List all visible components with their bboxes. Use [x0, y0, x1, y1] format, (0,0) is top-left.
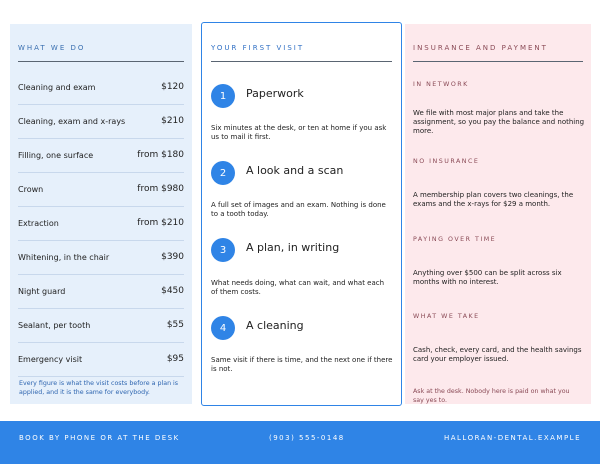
what-we-do-heading: WHAT WE DO	[18, 44, 86, 52]
section-label: WHAT WE TAKE	[413, 313, 480, 320]
service-name: Cleaning, exam and x-rays	[18, 116, 126, 126]
service-price: $210	[161, 116, 184, 126]
step-title: A cleaning	[246, 319, 304, 332]
step-description: A full set of images and an exam. Nothing is done to a tooth today.	[211, 201, 386, 218]
service-name: Extraction	[18, 218, 59, 228]
service-name: Night guard	[18, 286, 66, 296]
service-name: Filling, one surface	[18, 150, 94, 160]
step-number: 3	[211, 238, 235, 262]
price-row	[18, 342, 184, 377]
website-link[interactable]: HALLORAN-DENTAL.EXAMPLE	[443, 434, 581, 442]
divider	[413, 61, 583, 62]
service-name: Sealant, per tooth	[18, 320, 91, 330]
price-row	[18, 240, 184, 275]
price-row	[18, 206, 184, 241]
service-name: Crown	[18, 184, 44, 194]
step-description: Same visit if there is time, and the next one if there is not.	[211, 356, 393, 373]
price-row	[18, 308, 184, 343]
step-title: A look and a scan	[246, 164, 344, 177]
service-name: Cleaning and exam	[18, 82, 96, 92]
first-visit-column	[201, 22, 402, 406]
step-title: Paperwork	[246, 87, 304, 100]
step-number: 4	[211, 316, 235, 340]
step-number: 1	[211, 84, 235, 108]
first-visit-heading: YOUR FIRST VISIT	[211, 44, 305, 52]
service-name: Whitening, in the chair	[18, 252, 110, 262]
service-name: Emergency visit	[18, 354, 83, 364]
step-description: Six minutes at the desk, or ten at home if you ask us to mail it first.	[211, 124, 387, 141]
pricing-note: Every figure is what the visit costs before a plan is applied, and it is the same for everybody.	[19, 380, 179, 396]
phone-number[interactable]: (903) 555-0148	[269, 434, 345, 442]
divider	[211, 61, 392, 62]
service-price: $390	[161, 252, 184, 262]
service-price: $95	[166, 354, 184, 364]
section-text: A membership plan covers two cleanings, the exams and the x-rays for $29 a month.	[413, 191, 574, 208]
section-label: NO INSURANCE	[413, 158, 480, 165]
section-text: Anything over $500 can be split across six months with no interest.	[413, 269, 562, 286]
service-price: $450	[161, 286, 184, 296]
what-we-do-column	[10, 24, 192, 404]
service-price: $120	[161, 82, 184, 92]
price-row	[18, 138, 184, 173]
step-description: What needs doing, what can wait, and what each of them costs.	[211, 279, 385, 296]
price-row	[18, 172, 184, 207]
service-price: $55	[166, 320, 184, 330]
footer-bar	[0, 421, 600, 464]
service-price: from $180	[137, 150, 184, 160]
section-label: IN NETWORK	[413, 81, 469, 88]
insurance-column	[405, 24, 591, 404]
section-text: We file with most major plans and take the assignment, so you pay the balance and nothing more.	[413, 109, 585, 135]
price-row	[18, 70, 184, 105]
insurance-heading: INSURANCE AND PAYMENT	[413, 44, 548, 52]
price-row	[18, 104, 184, 139]
step-number: 2	[211, 161, 235, 185]
section-label: PAYING OVER TIME	[413, 236, 497, 243]
service-price: from $210	[137, 218, 184, 228]
price-row	[18, 274, 184, 309]
section-text: Cash, check, every card, and the health savings card your employer issued.	[413, 346, 582, 363]
step-title: A plan, in writing	[246, 241, 340, 254]
service-price: from $980	[137, 184, 184, 194]
booking-text: BOOK BY PHONE OR AT THE DESK	[19, 434, 180, 442]
divider	[18, 61, 184, 62]
sales-note: Ask at the desk. Nobody here is paid on what you say yes to.	[413, 388, 570, 404]
